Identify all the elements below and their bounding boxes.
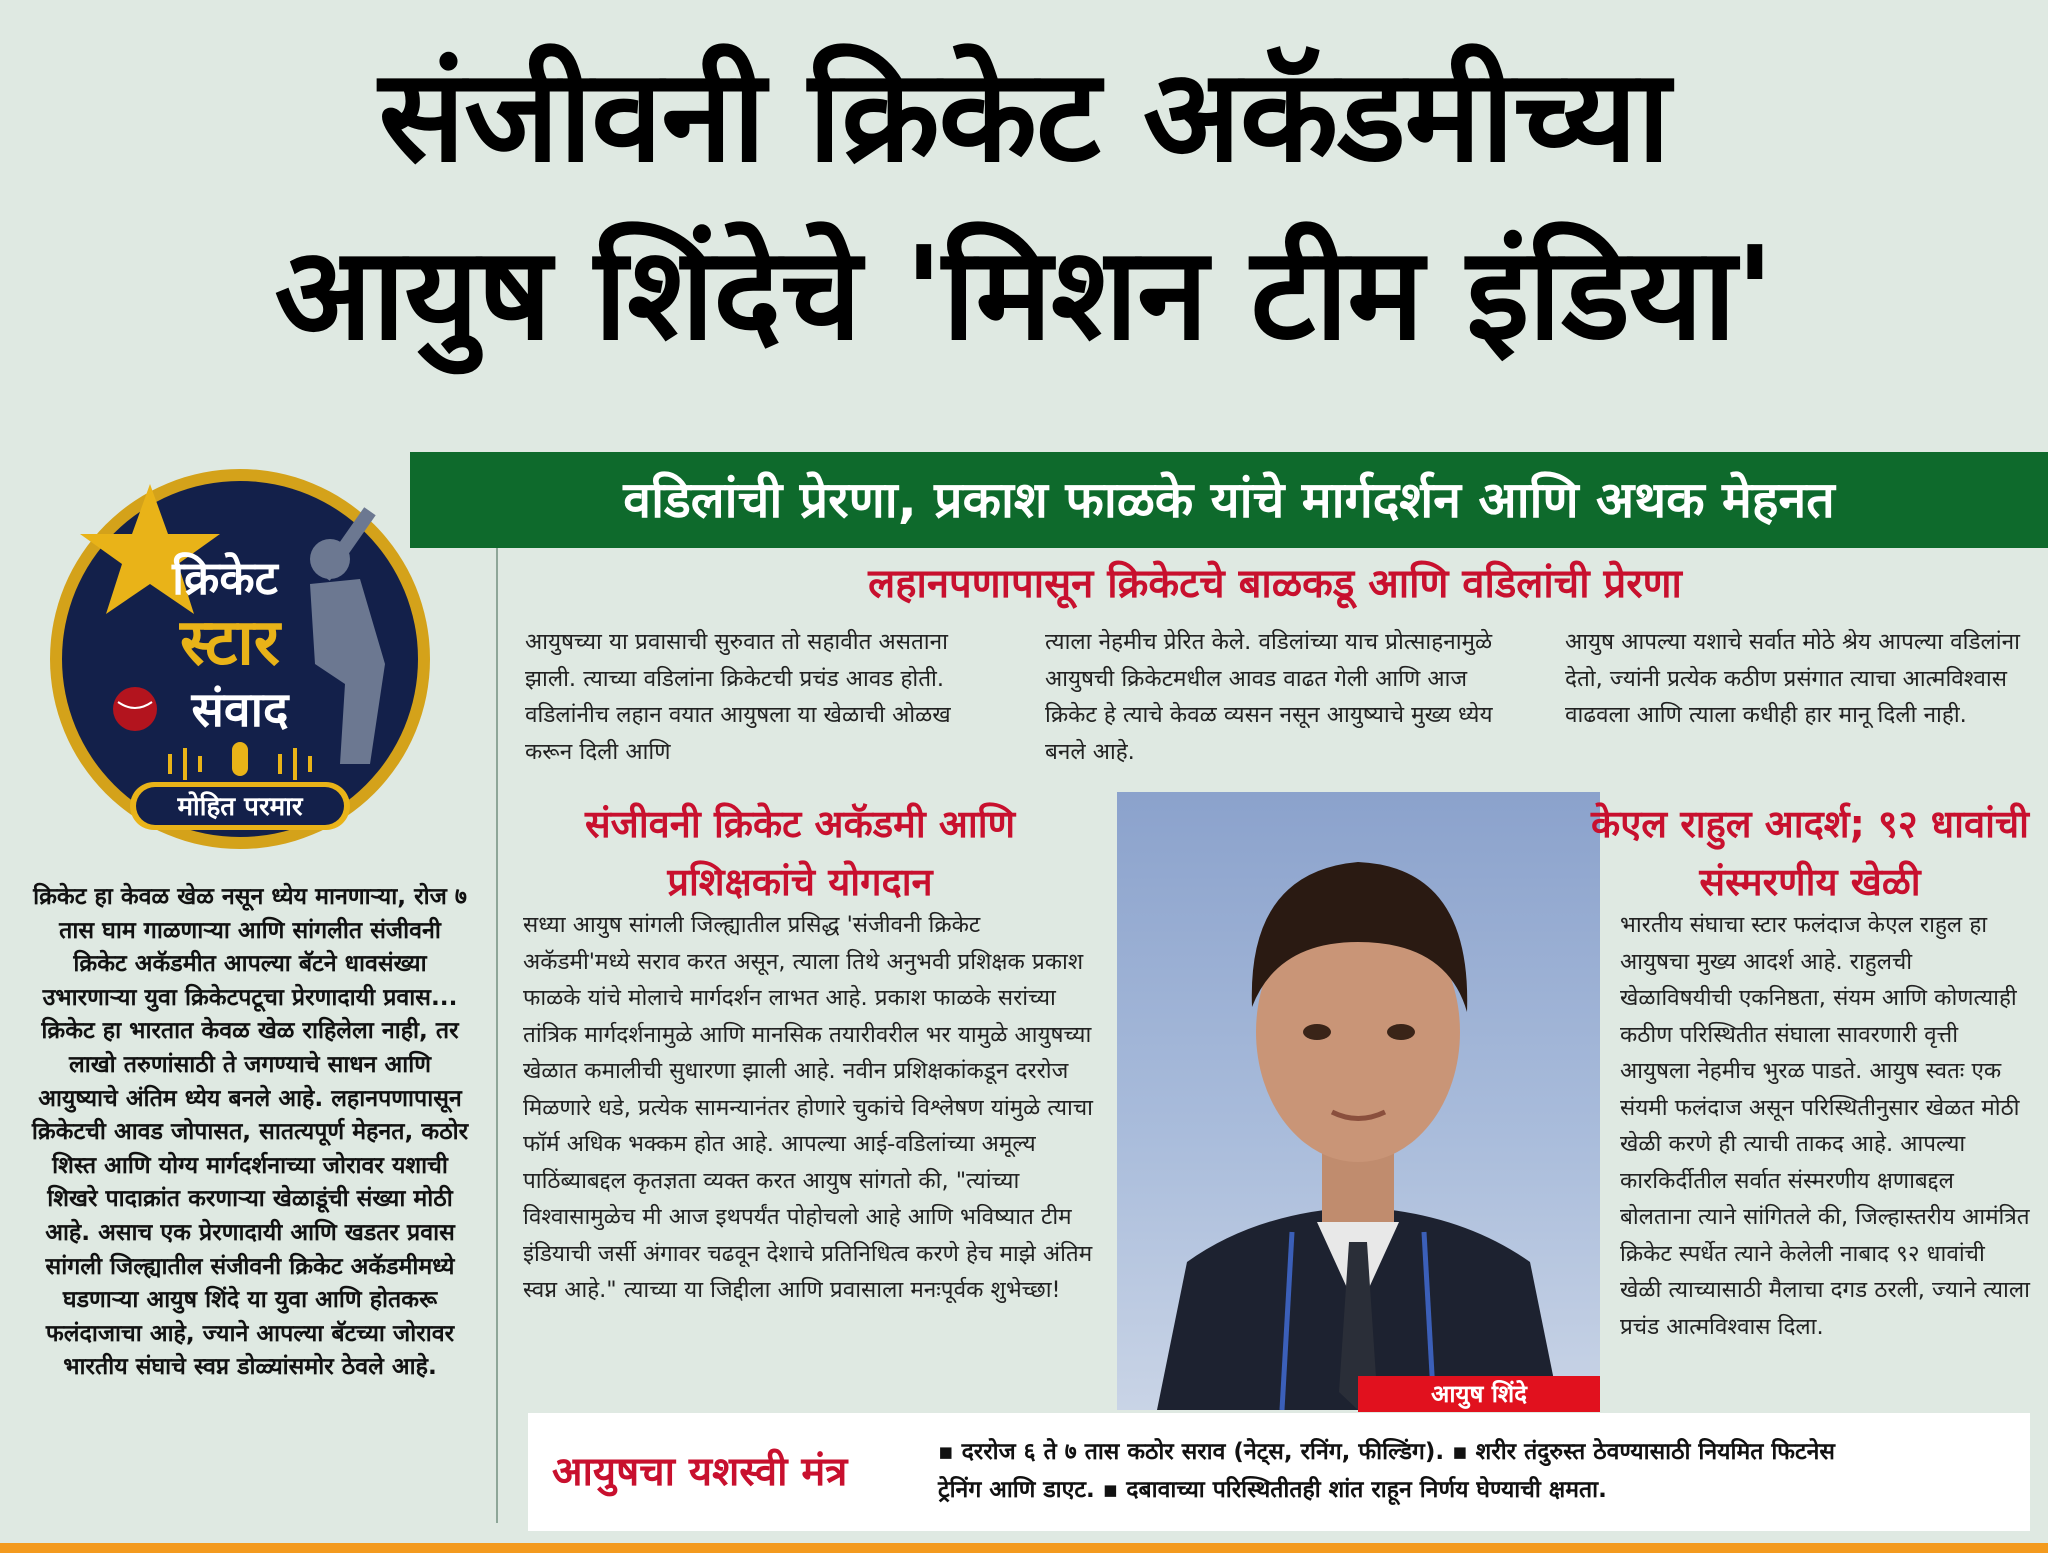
cricket-star-samvad-logo [40,464,440,854]
headline-line-2: आयुष शिंदेचे 'मिशन टीम इंडिया' [274,220,1774,369]
section1-column-2: त्याला नेहमीच प्रेरित केले. वडिलांच्या याच प्रोत्साहनामुळे आयुषची क्रिकेटमधील आवड वाढत गेली आणि आज क्रिकेट हे त्याचे केवळ व्यसन नसून आयुष्याचे मुख्य ध्येय बनले आहे. [1045,629,1493,765]
section3-body: भारतीय संघाचा स्टार फलंदाज केएल राहुल हा आयुषचा मुख्य आदर्श आहे. राहुलची खेळाविषयीची एकनिष्ठता, संयम आणि कोणत्याही कठीण परिस्थितीत संघाला सावरणारी वृत्ती आयुषला नेहमीच भुरळ पाडते. आयुष स्वतः एक संयमी फलंदाज असून परिस्थितीनुसार खेळत मोठी खेळी करणे ही त्याची ताकद आहे. आपल्या कारकिर्दीतील सर्वात संस्मरणीय क्षणाबद्दल बोलताना त्याने सांगितले की, जिल्हास्तरीय आमंत्रित क्रिकेट स्पर्धेत त्याने केलेली नाबाद ९२ धावांची खेळी त्याच्यासाठी मैलाचा दगड ठरली, ज्याने त्याला प्रचंड आत्मविश्वास दिला. [1620,912,2030,1340]
mantra-text [938,1433,2018,1509]
section1-heading: लहानपणापासून क्रिकेटचे बाळकडू आणि वडिलांची प्रेरणा [868,561,1682,607]
logo-word-samvad: संवाद [191,682,289,738]
intro-paragraph: क्रिकेट हा केवळ खेळ नसून ध्येय मानणाऱ्या, रोज ७ तास घाम गाळणाऱ्या आणि सांगलीत संजीवनी क्रिकेट अकॅडमीत आपल्या बॅटने धावसंख्या उभारणाऱ्या युवा क्रिकेटपटूचा प्रेरणादायी प्रवास... क्रिकेट हा भारतात केवळ खेळ राहिलेला नाही, तर लाखो तरुणांसाठी ते जगण्याचे साधन आणि आयुष्याचे अंतिम ध्येय बनले आहे. लहानपणापासून क्रिकेटची आवड जोपासत, सातत्यपूर्ण मेहनत, कठोर शिस्त आणि योग्य मार्गदर्शनाच्या जोरावर यशाची शिखरे पादाक्रांत करणाऱ्या खेळाडूंची संख्या मोठी आहे. असाच एक प्रेरणादायी आणि खडतर प्रवास सांगली जिल्ह्यातील संजीवनी क्रिकेट अकॅडमीमध्ये घडणाऱ्या आयुष शिंदे या युवा आणि होतकरू फलंदाजाचा आहे, ज्याने आपल्या बॅटच्या जोरावर भारतीय संघाचे स्वप्न डोळ्यांसमोर ठेवले आहे. [31,883,469,1381]
section1-column-3: आयुष आपल्या यशाचे सर्वात मोठे श्रेय आपल्या वडिलांना देतो, ज्यांनी प्रत्येक कठीण प्रसंगात त्याचा आत्मविश्वास वाढवला आणि त्याला कधीही हार मानू दिली नाही. [1565,629,2020,728]
logo-author: मोहित परमार [177,792,303,822]
section3-heading: केएल राहुल आदर्श; ९२ धावांची संस्मरणीय खेळी [1591,802,2029,904]
section1-column-1: आयुषच्या या प्रवासाची सुरुवात तो सहावीत असताना झाली. त्याच्या वडिलांना क्रिकेटची प्रचंड आवड होती. वडिलांनीच लहान वयात आयुषला या खेळाची ओळख करून दिली आणि [525,629,951,765]
mantra-line-2: ट्रेनिंग आणि डाएट. ▪ दबावाच्या परिस्थितीतही शांत राहून निर्णय घेण्याची क्षमता. [938,1477,1607,1503]
logo-word-cricket: क्रिकेट [172,551,278,605]
logo-word-star: स्टार [180,606,280,680]
microphone-icon [232,742,248,776]
subheadline-bar: वडिलांची प्रेरणा, प्रकाश फाळके यांचे मार्गदर्शन आणि अथक मेहनत [410,452,2048,548]
player-portrait [1117,792,1600,1410]
section2-heading: संजीवनी क्रिकेट अकॅडमी आणि प्रशिक्षकांचे योगदान [584,802,1016,904]
mantra-title: आयुषचा यशस्वी मंत्र [552,1449,848,1495]
headline [0,28,2048,384]
success-mantra-box [528,1413,2030,1531]
section2-body: सध्या आयुष सांगली जिल्ह्यातील प्रसिद्ध 'संजीवनी क्रिकेट अकॅडमी'मध्ये सराव करत असून, त्याला तिथे अनुभवी प्रशिक्षक प्रकाश फाळके यांचे मोलाचे मार्गदर्शन लाभत आहे. प्रकाश फाळके सरांच्या तांत्रिक मार्गदर्शनामुळे आणि मानसिक तयारीवरील भर यामुळे आयुषच्या खेळात कमालीची सुधारणा झाली आहे. नवीन प्रशिक्षकांकडून दररोज मिळणारे धडे, प्रत्येक सामन्यानंतर होणारे चुकांचे विश्लेषण यांमुळे त्याचा फॉर्म अधिक भक्कम होत आहे. आपल्या आई-वडिलांच्या अमूल्य पाठिंब्याबद्दल कृतज्ञता व्यक्त करत आयुष सांगतो की, "त्यांच्या विश्वासामुळेच मी आज इथपर्यंत पोहोचलो आहे आणि भविष्यात टीम इंडियाची जर्सी अंगावर चढवून देशाचे प्रतिनिधित्व करणे हेच माझे अंतिम स्वप्न आहे." त्याच्या या जिद्दीला आणि प्रवासाला मनःपूर्वक शुभेच्छा! [523,912,1093,1303]
player-photo [1117,792,1600,1410]
bottom-orange-strip [0,1543,2048,1553]
headline-line-1: संजीवनी क्रिकेट अकॅडमीच्या [378,42,1670,191]
photo-caption: आयुष शिंदे [1358,1376,1600,1412]
column-divider [496,548,498,1523]
logo-graphic [40,464,440,854]
mantra-line-1: ▪ दररोज ६ ते ७ तास कठोर सराव (नेट्स, रनिंग, फील्डिंग). ▪ शरीर तंदुरुस्त ठेवण्यासाठी नियमित फिटनेस [938,1439,1835,1465]
